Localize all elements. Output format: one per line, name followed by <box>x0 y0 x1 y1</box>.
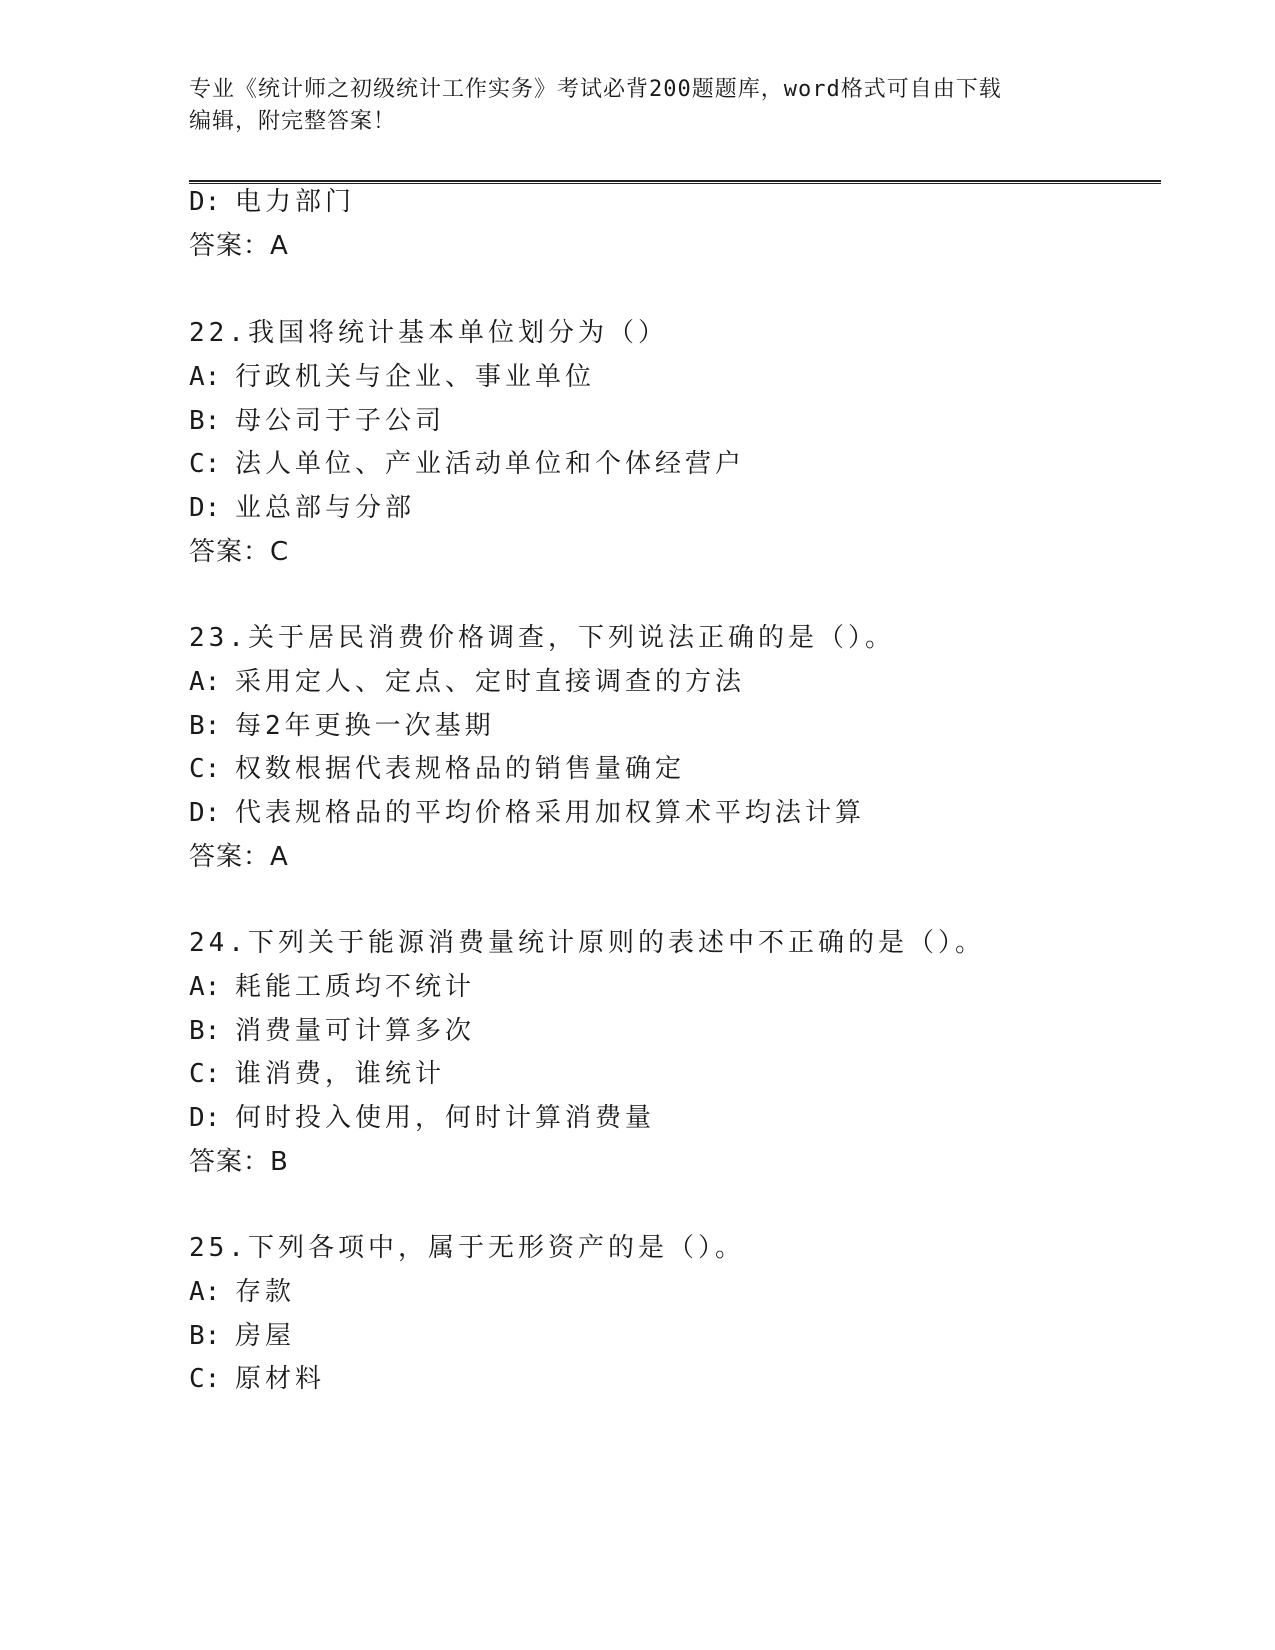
q24-answer: 答案：B <box>189 1147 289 1177</box>
q21-answer: 答案：A <box>189 231 289 261</box>
q23-option-a: A: 采用定人、定点、定时直接调查的方法 <box>189 667 746 697</box>
q25-option-a: A: 存款 <box>189 1277 296 1307</box>
q23-answer: 答案：A <box>189 842 289 872</box>
q22-option-b: B: 母公司于子公司 <box>189 406 446 436</box>
q25-option-b: B: 房屋 <box>189 1321 296 1351</box>
q24-stem: 24.下列关于能源消费量统计原则的表述中不正确的是（）。 <box>189 928 985 958</box>
q23-option-c: C: 权数根据代表规格品的销售量确定 <box>189 754 686 784</box>
header-divider <box>189 180 1161 184</box>
q24-option-c: C: 谁消费，谁统计 <box>189 1059 446 1089</box>
document-header <box>189 74 1089 138</box>
q22-option-c: C: 法人单位、产业活动单位和个体经营户 <box>189 449 746 479</box>
q22-stem: 22.我国将统计基本单位划分为（） <box>189 318 668 348</box>
header-line-1: 专业《统计师之初级统计工作实务》考试必背200题题库，word格式可自由下载 <box>189 77 1002 102</box>
q21-option-d: D: 电力部门 <box>189 187 356 217</box>
q25-option-c: C: 原材料 <box>189 1364 326 1394</box>
q25-stem: 25.下列各项中，属于无形资产的是（）。 <box>189 1233 745 1263</box>
q22-option-a: A: 行政机关与企业、事业单位 <box>189 362 596 392</box>
q24-option-a: A: 耗能工质均不统计 <box>189 972 476 1002</box>
q22-option-d: D: 业总部与分部 <box>189 493 416 523</box>
q23-stem: 23.关于居民消费价格调查，下列说法正确的是（）。 <box>189 623 895 653</box>
q24-option-d: D: 何时投入使用，何时计算消费量 <box>189 1103 656 1133</box>
q24-option-b: B: 消费量可计算多次 <box>189 1016 476 1046</box>
q22-answer: 答案：C <box>189 537 290 567</box>
q23-option-b: B: 每2年更换一次基期 <box>189 711 495 741</box>
header-line-2: 编辑，附完整答案！ <box>189 109 397 134</box>
q23-option-d: D: 代表规格品的平均价格采用加权算术平均法计算 <box>189 798 866 828</box>
